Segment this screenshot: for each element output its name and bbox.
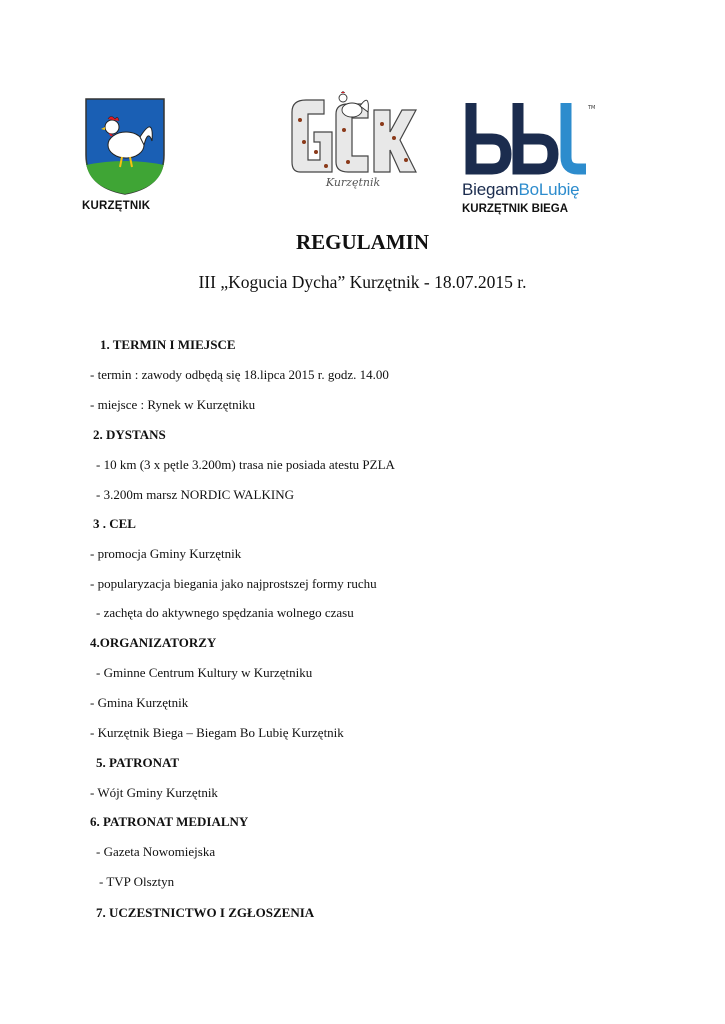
section-3-item: - promocja Gminy Kurzętnik [90,546,242,561]
section-1-heading: 1. TERMIN I MIEJSCE [100,337,236,352]
section-3-item: - popularyzacja biegania jako najprostszej formy ruchu [90,576,377,591]
section-3-item: - zachęta do aktywnego spędzania wolnego czasu [96,605,354,620]
section-6-heading: 6. PATRONAT MEDIALNY [90,814,249,829]
svg-text:TM: TM [588,105,596,111]
section-7-heading: 7. UCZESTNICTWO I ZGŁOSZENIA [96,905,315,920]
section-4-heading: 4.ORGANIZATORZY [90,635,217,650]
gck-logo [286,90,420,192]
section-1-item: - miejsce : Rynek w Kurzętniku [90,397,256,412]
gck-script-text: Kurzętnik [325,176,381,189]
section-5-item: - Wójt Gminy Kurzętnik [90,785,218,800]
section-2-item: - 10 km (3 x pętle 3.200m) trasa nie posiada atestu PZLA [96,457,395,472]
brand-dark: Biegam [462,180,519,199]
section-5-heading: 5. PATRONAT [96,755,180,770]
page-title: REGULAMIN [295,230,429,254]
brand-light: BoLubię [518,180,580,199]
section-2-heading: 2. DYSTANS [93,427,166,442]
rooster-shield-icon [82,95,168,195]
section-6-item: - TVP Olsztyn [99,874,175,889]
gck-rooster-icon [286,90,420,192]
section-2-item: - 3.200m marsz NORDIC WALKING [96,487,294,502]
bbl-brand [462,180,597,200]
logo-left-caption: KURZĘTNIK [82,200,151,212]
logo-right-caption: KURZĘTNIK BIEGA [462,203,569,215]
section-4-item: - Gmina Kurzętnik [90,695,189,710]
bbl-letters-icon [462,99,597,177]
section-4-item: - Gminne Centrum Kultury w Kurzętniku [96,665,313,680]
section-3-heading: 3 . CEL [93,516,136,531]
page-subtitle: III „Kogucia Dycha” Kurzętnik - 18.07.2015 r. [198,272,527,292]
kurzetnik-coat-of-arms [82,95,168,212]
section-6-item: - Gazeta Nowomiejska [96,844,216,859]
section-1-item: - termin : zawody odbędą się 18.lipca 2015 r. godz. 14.00 [90,367,389,382]
section-4-item: - Kurzętnik Biega – Biegam Bo Lubię Kurzętnik [90,725,344,740]
biegam-bo-lubie-logo [462,99,597,215]
